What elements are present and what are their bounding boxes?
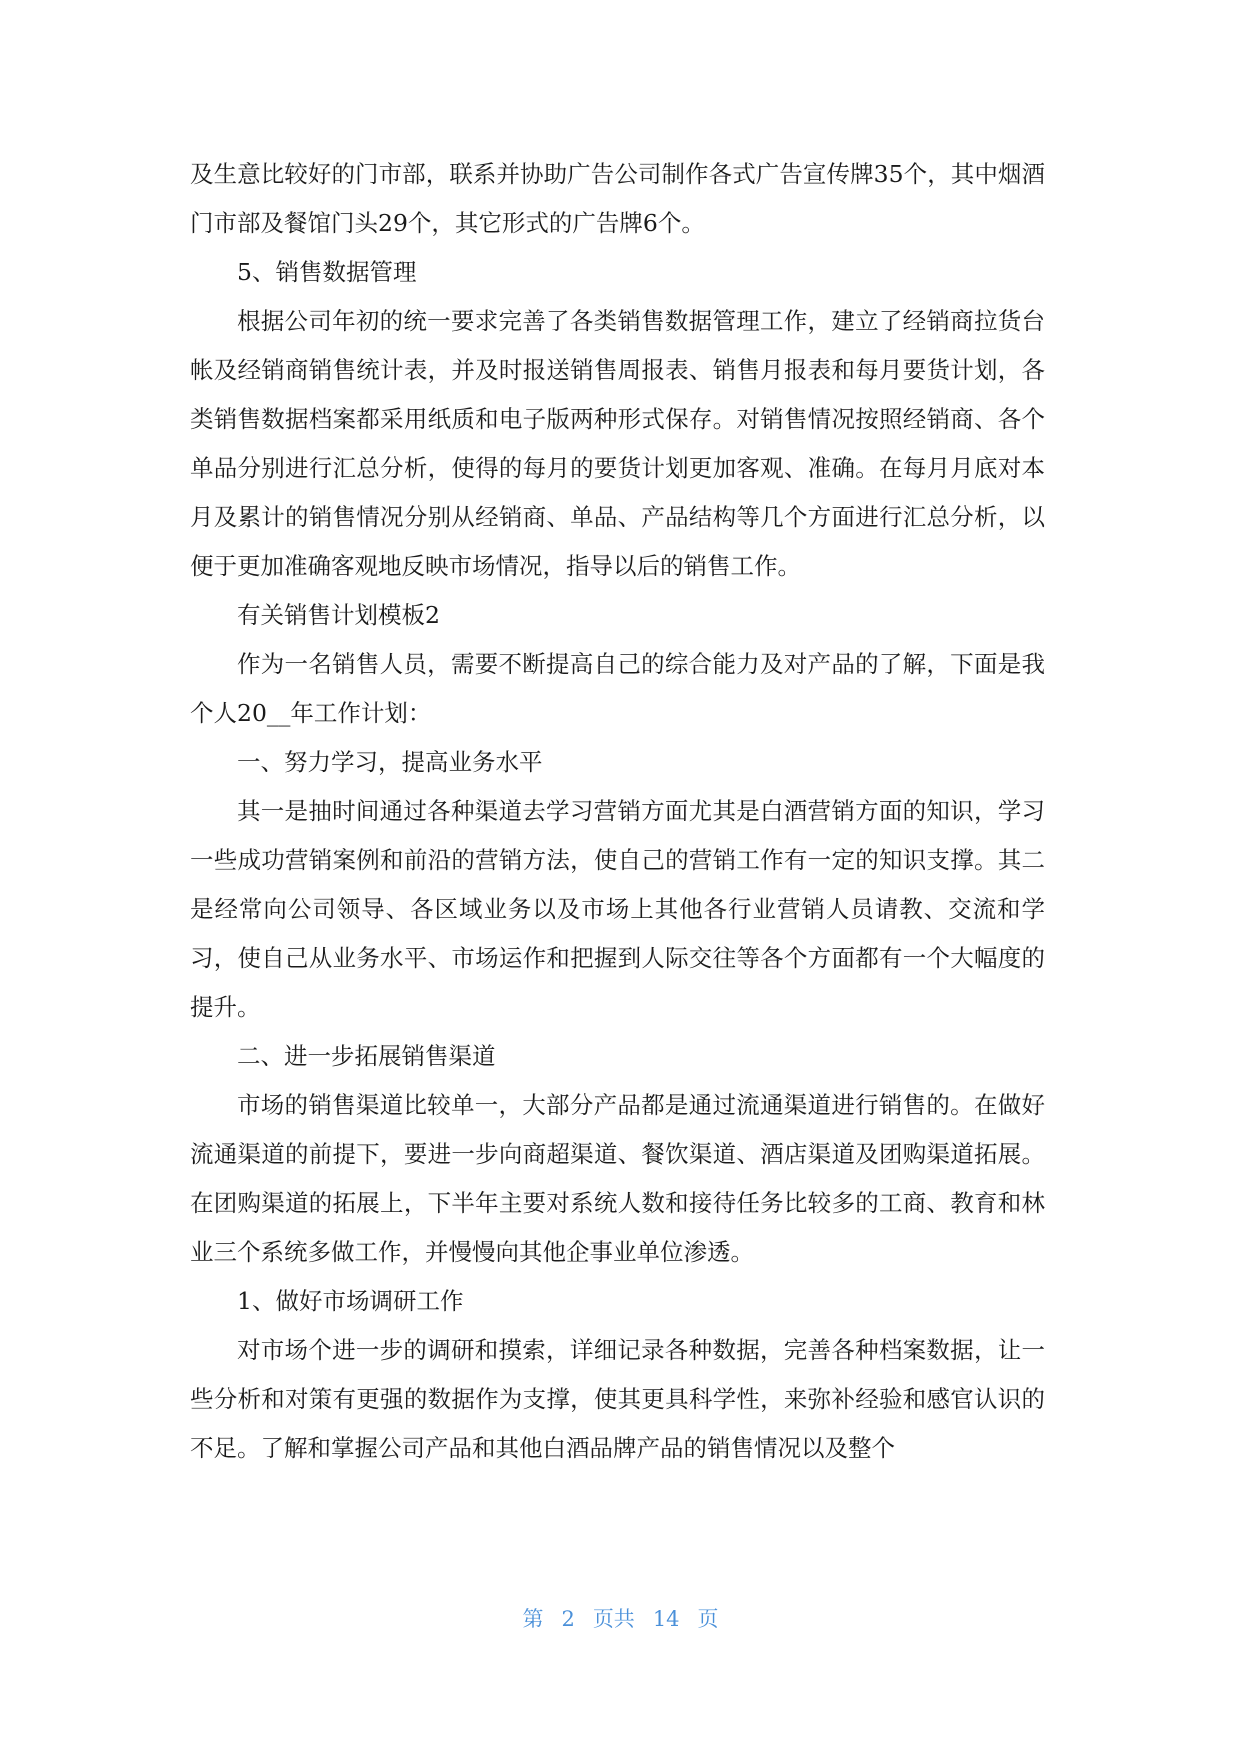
section-heading-sales-data: 5、销售数据管理	[237, 258, 417, 286]
section-heading-study: 一、努力学习，提高业务水平	[237, 748, 543, 776]
paragraph: 对市场个进一步的调研和摸索，详细记录各种数据，完善各种档案数据，让一些分析和对策有更强的数据作为支撑，使其更具科学性，来弥补经验和感官认识的不足。了解和掌握公司产品和其他白酒品牌产品的销售情况以及整个	[190, 1336, 1045, 1462]
paragraph: 其一是抽时间通过各种渠道去学习营销方面尤其是白酒营销方面的知识，学习一些成功营销案例和前沿的营销方法，使自己的营销工作有一定的知识支撑。其二是经常向公司领导、各区域业务以及市场上其他各行业营销人员请教、交流和学习，使自己从业务水平、市场运作和把握到人际交往等各个方面都有一个大幅度的提升。	[190, 797, 1045, 1021]
footer-middle: 页共	[592, 1607, 635, 1631]
section-heading-template-2: 有关销售计划模板2	[237, 601, 440, 629]
paragraph: 作为一名销售人员，需要不断提高自己的综合能力及对产品的了解，下面是我个人20__年工作计划：	[190, 650, 1045, 727]
paragraph: 根据公司年初的统一要求完善了各类销售数据管理工作，建立了经销商拉货台帐及经销商销售统计表，并及时报送销售周报表、销售月报表和每月要货计划，各类销售数据档案都采用纸质和电子版两种形式保存。对销售情况按照经销商、各个单品分别进行汇总分析，使得的每月的要货计划更加客观、准确。在每月月底对本月及累计的销售情况分别从经销商、单品、产品结构等几个方面进行汇总分析，以便于更加准确客观地反映市场情况，指导以后的销售工作。	[190, 307, 1045, 580]
footer-total-pages: 14	[652, 1607, 680, 1631]
section-heading-channels: 二、进一步拓展销售渠道	[237, 1042, 496, 1070]
page-footer	[0, 1603, 1241, 1633]
footer-suffix: 页	[697, 1607, 719, 1631]
paragraph: 市场的销售渠道比较单一，大部分产品都是通过流通渠道进行销售的。在做好流通渠道的前提下，要进一步向商超渠道、餐饮渠道、酒店渠道及团购渠道拓展。在团购渠道的拓展上，下半年主要对系统人数和接待任务比较多的工商、教育和林业三个系统多做工作，并慢慢向其他企事业单位渗透。	[190, 1091, 1045, 1266]
document-body	[190, 150, 1045, 1473]
footer-prefix: 第	[522, 1607, 544, 1631]
footer-current-page: 2	[561, 1607, 575, 1631]
section-heading-market-research: 1、做好市场调研工作	[237, 1287, 464, 1315]
paragraph-continued: 及生意比较好的门市部，联系并协助广告公司制作各式广告宣传牌35个，其中烟酒门市部及餐馆门头29个，其它形式的广告牌6个。	[190, 160, 1045, 237]
